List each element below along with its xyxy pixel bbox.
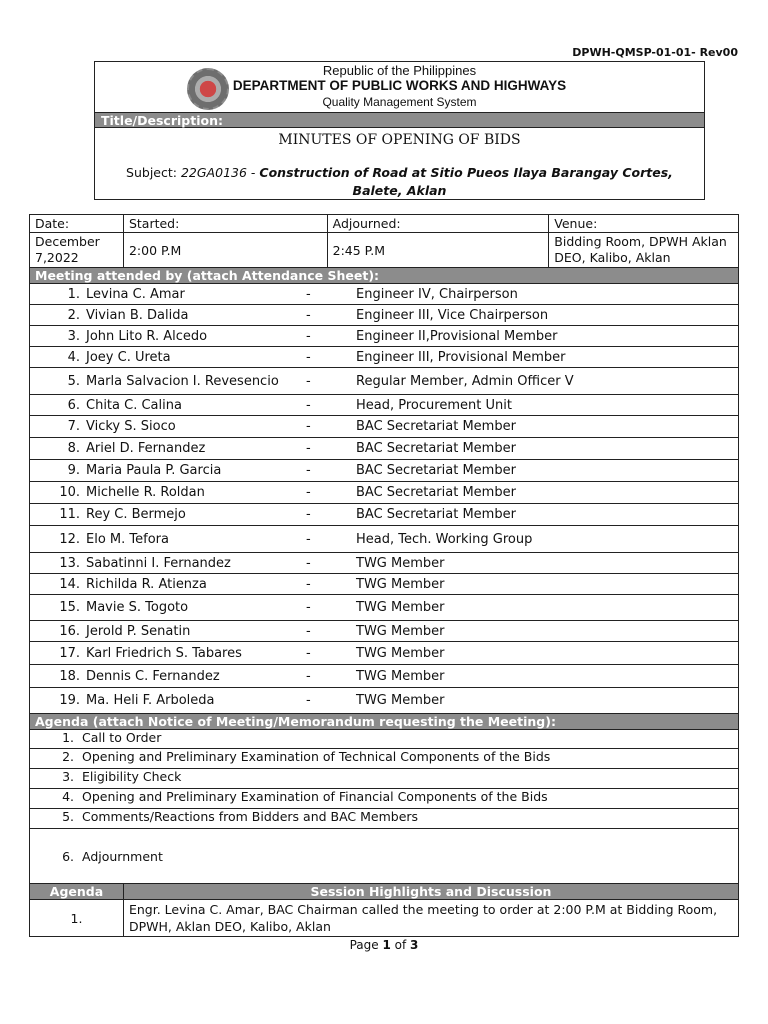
agenda-item: 3. Eligibility Check	[62, 769, 182, 784]
department-name: DEPARTMENT OF PUBLIC WORKS AND HIGHWAYS	[232, 78, 567, 93]
venue-label: Venue:	[549, 215, 739, 233]
subject-code: 22GA0136	[180, 165, 247, 180]
attendee-row: 10. Michelle R. Roldan - BAC Secretariat Member	[59, 485, 516, 500]
agenda-header: Agenda (attach Notice of Meeting/Memorandum requesting the Meeting):	[30, 714, 739, 730]
highlights-header-row	[30, 884, 739, 900]
meeting-values-row	[30, 233, 739, 268]
agenda-item: 6. Adjournment	[62, 848, 163, 864]
title-description-bar: Title/Description:	[95, 112, 704, 128]
started-label: Started:	[123, 215, 327, 233]
attendee-row: 3. John Lito R. Alcedo - Engineer II,Provisional Member	[67, 328, 558, 344]
minutes-table	[29, 214, 739, 937]
republic-label: Republic of the Philippines	[322, 63, 477, 78]
agenda-item: 4. Opening and Preliminary Examination of Financial Components of the Bids	[62, 789, 548, 804]
attendee-row: 1. Levina C. Amar - Engineer IV, Chairperson	[67, 286, 518, 302]
venue-value: Bidding Room, DPWH Aklan DEO, Kalibo, Aklan	[549, 233, 739, 268]
attendee-row: 7. Vicky S. Sioco - BAC Secretariat Member	[67, 419, 516, 434]
attendee-row: 4. Joey C. Ureta - Engineer III, Provisional Member	[67, 349, 566, 365]
adjourned-label: Adjourned:	[327, 215, 549, 233]
adjourned-value: 2:45 P.M	[327, 233, 549, 268]
attendee-row: 6. Chita C. Calina - Head, Procurement Unit	[67, 397, 512, 413]
subject-line	[95, 164, 704, 200]
attendee-row: 13. Sabatinni I. Fernandez - TWG Member	[59, 555, 445, 571]
highlight-row	[30, 900, 739, 937]
page-number: 1	[382, 938, 391, 952]
highlights-agenda-col: Agenda	[30, 884, 124, 900]
document-code: DPWH-QMSP-01-01- Rev00	[572, 46, 738, 59]
attendee-row: 2. Vivian B. Dalida - Engineer III, Vice Chairperson	[67, 307, 549, 323]
agenda-item: 5. Comments/Reactions from Bidders and BAC Members	[62, 809, 419, 824]
agenda-item: 2. Opening and Preliminary Examination of Technical Components of the Bids	[62, 749, 551, 764]
attendee-row: 8. Ariel D. Fernandez - BAC Secretariat Member	[67, 441, 516, 456]
page-footer: Page 1 of 3	[349, 938, 419, 952]
started-value: 2:00 P.M	[123, 233, 327, 268]
attendee-row: 16. Jerold P. Senatin - TWG Member	[59, 623, 445, 639]
meeting-labels-row	[30, 215, 739, 233]
subject-label: Subject:	[126, 165, 181, 180]
qms-label: Quality Management System	[322, 95, 477, 109]
attendee-row: 18. Dennis C. Fernandez - TWG Member	[59, 668, 445, 684]
subject-separator: -	[246, 165, 260, 180]
attendee-row: 17. Karl Friedrich S. Tabares - TWG Member	[59, 645, 445, 661]
attendee-row: 11. Rey C. Bermejo - BAC Secretariat Member	[59, 507, 516, 522]
date-value: December 7,2022	[30, 233, 124, 268]
minutes-title: MINUTES OF OPENING OF BIDS	[278, 132, 521, 148]
agenda-item: 1. Call to Order	[62, 730, 162, 745]
attendee-row: 15. Mavie S. Togoto - TWG Member	[59, 600, 445, 615]
attendee-row: 12. Elo M. Tefora - Head, Tech. Working Group	[59, 531, 533, 547]
highlights-session-col: Session Highlights and Discussion	[123, 884, 738, 900]
attendance-header: Meeting attended by (attach Attendance Sheet):	[30, 268, 739, 284]
attendee-row: 9. Maria Paula P. Garcia - BAC Secretariat Member	[67, 463, 516, 478]
agency-heading	[95, 62, 704, 112]
subject-text: Construction of Road at Sitio Pueos Ilaya Barangay Cortes, Balete, Aklan	[259, 165, 673, 198]
document-header	[94, 61, 705, 200]
attendee-row: 5. Marla Salvacion I. Revesencio - Regular Member, Admin Officer V	[67, 373, 574, 389]
page-total: 3	[410, 938, 419, 952]
highlight-text: Engr. Levina C. Amar, BAC Chairman called the meeting to order at 2:00 P.M at Bidding Room, DPWH, Aklan DEO, Kalibo, Aklan	[123, 900, 738, 937]
date-label: Date:	[30, 215, 124, 233]
highlight-num: 1.	[30, 900, 124, 937]
attendee-row: 14. Richilda R. Atienza - TWG Member	[59, 576, 445, 592]
attendee-row: 19. Ma. Heli F. Arboleda - TWG Member	[59, 693, 445, 708]
